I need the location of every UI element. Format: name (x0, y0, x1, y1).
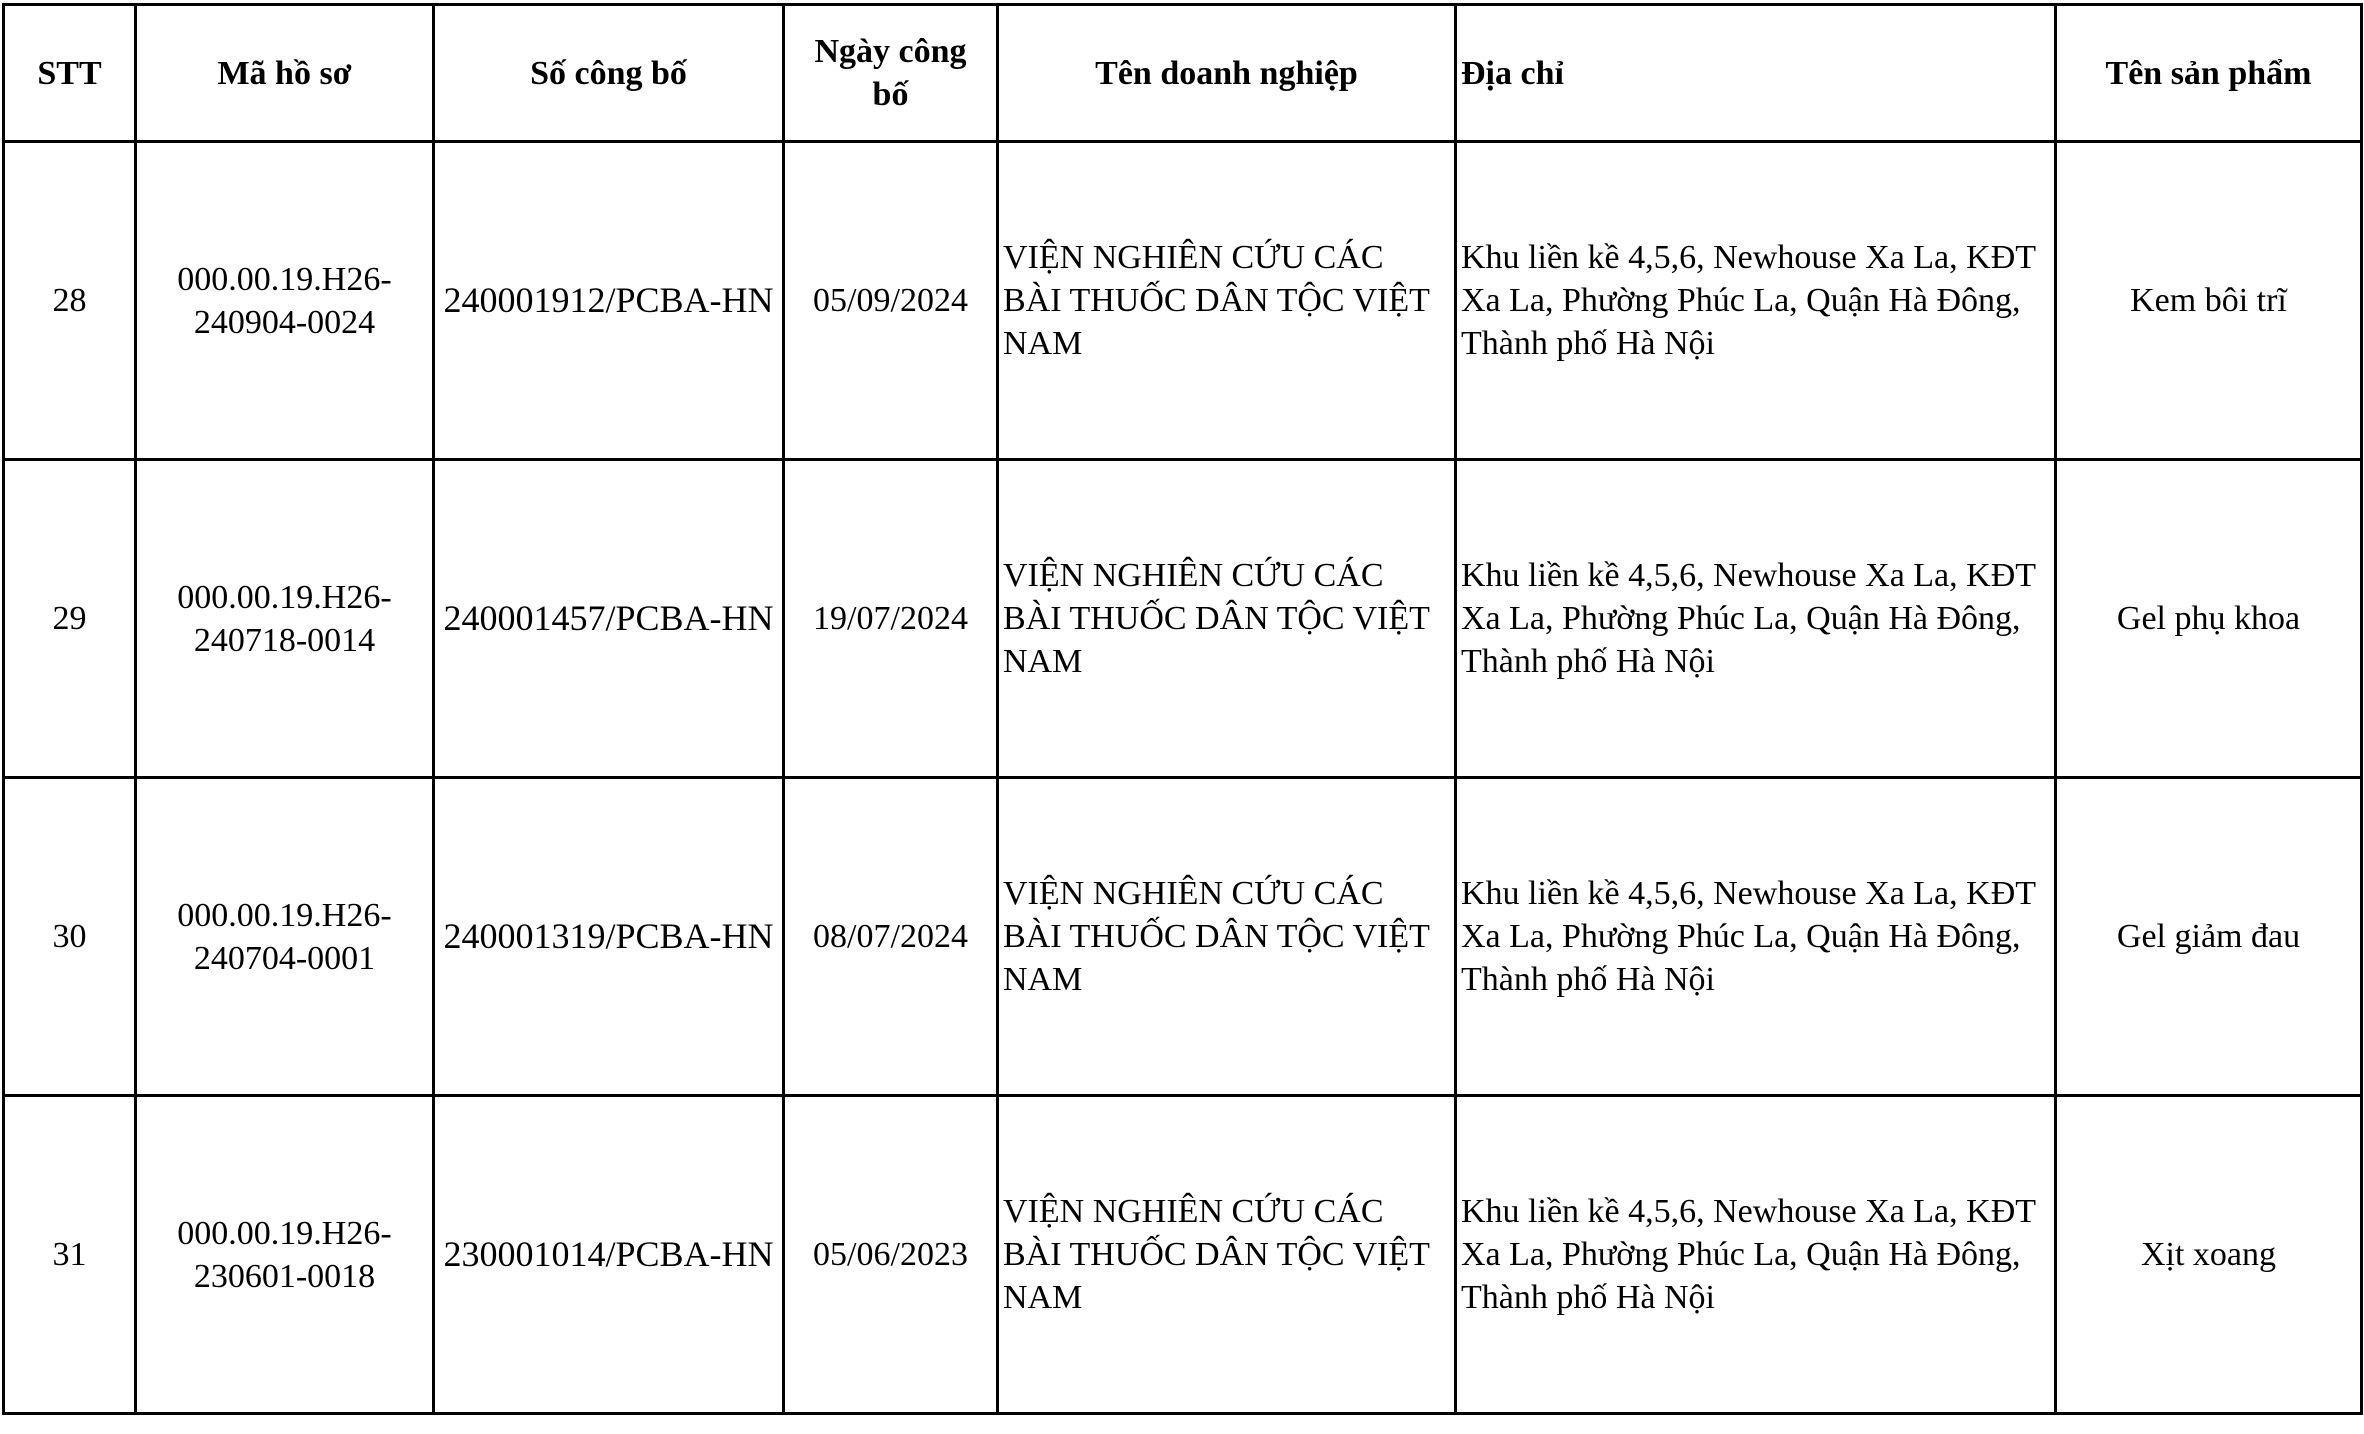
cell-ma-ho-so (136, 142, 434, 460)
table-row (4, 460, 2362, 778)
cell-ten-san-pham: Gel phụ khoa (2056, 460, 2362, 778)
cell-so-cong-bo: 240001912/PCBA-HN (434, 142, 784, 460)
ma-ho-so-text: 000.00.19.H26-240704-0001 (177, 896, 392, 977)
header-stt: STT (4, 5, 136, 142)
table-row (4, 142, 2362, 460)
cell-stt: 30 (4, 778, 136, 1096)
cell-stt: 31 (4, 1096, 136, 1414)
table-row (4, 1096, 2362, 1414)
cell-ten-doanh-nghiep: VIỆN NGHIÊN CỨU CÁC BÀI THUỐC DÂN TỘC VIỆT NAM (998, 460, 1456, 778)
cell-so-cong-bo: 240001319/PCBA-HN (434, 778, 784, 1096)
cell-ten-doanh-nghiep: VIỆN NGHIÊN CỨU CÁC BÀI THUỐC DÂN TỘC VIỆT NAM (998, 778, 1456, 1096)
ma-ho-so-text: 000.00.19.H26-240718-0014 (177, 578, 392, 659)
header-ngay-cong-bo: Ngày công bố (784, 5, 998, 142)
cell-dia-chi: Khu liền kề 4,5,6, Newhouse Xa La, KĐT Xa La, Phường Phúc La, Quận Hà Đông, Thành phố Hà Nội (1456, 460, 2056, 778)
table-row (4, 778, 2362, 1096)
header-dia-chi: Địa chỉ (1456, 5, 2056, 142)
header-ma-ho-so: Mã hồ sơ (136, 5, 434, 142)
cell-ten-doanh-nghiep: VIỆN NGHIÊN CỨU CÁC BÀI THUỐC DÂN TỘC VIỆT NAM (998, 142, 1456, 460)
header-ten-san-pham: Tên sản phẩm (2056, 5, 2362, 142)
cell-so-cong-bo: 240001457/PCBA-HN (434, 460, 784, 778)
cell-ten-doanh-nghiep: VIỆN NGHIÊN CỨU CÁC BÀI THUỐC DÂN TỘC VIỆT NAM (998, 1096, 1456, 1414)
cell-ten-san-pham: Gel giảm đau (2056, 778, 2362, 1096)
cell-dia-chi: Khu liền kề 4,5,6, Newhouse Xa La, KĐT Xa La, Phường Phúc La, Quận Hà Đông, Thành phố Hà Nội (1456, 142, 2056, 460)
cell-ma-ho-so (136, 1096, 434, 1414)
cell-dia-chi: Khu liền kề 4,5,6, Newhouse Xa La, KĐT Xa La, Phường Phúc La, Quận Hà Đông, Thành phố Hà Nội (1456, 1096, 2056, 1414)
cell-ten-san-pham: Xịt xoang (2056, 1096, 2362, 1414)
cell-stt: 28 (4, 142, 136, 460)
product-registration-table (2, 3, 2363, 1415)
cell-ten-san-pham: Kem bôi trĩ (2056, 142, 2362, 460)
cell-ngay-cong-bo: 05/09/2024 (784, 142, 998, 460)
ma-ho-so-text: 000.00.19.H26-240904-0024 (177, 260, 392, 341)
cell-ngay-cong-bo: 08/07/2024 (784, 778, 998, 1096)
ma-ho-so-text: 000.00.19.H26-230601-0018 (177, 1214, 392, 1295)
cell-ma-ho-so (136, 778, 434, 1096)
cell-ngay-cong-bo: 05/06/2023 (784, 1096, 998, 1414)
cell-dia-chi: Khu liền kề 4,5,6, Newhouse Xa La, KĐT Xa La, Phường Phúc La, Quận Hà Đông, Thành phố Hà Nội (1456, 778, 2056, 1096)
header-row (4, 5, 2362, 142)
cell-ngay-cong-bo: 19/07/2024 (784, 460, 998, 778)
cell-ma-ho-so (136, 460, 434, 778)
cell-stt: 29 (4, 460, 136, 778)
cell-so-cong-bo: 230001014/PCBA-HN (434, 1096, 784, 1414)
header-ten-doanh-nghiep: Tên doanh nghiệp (998, 5, 1456, 142)
header-so-cong-bo: Số công bố (434, 5, 784, 142)
